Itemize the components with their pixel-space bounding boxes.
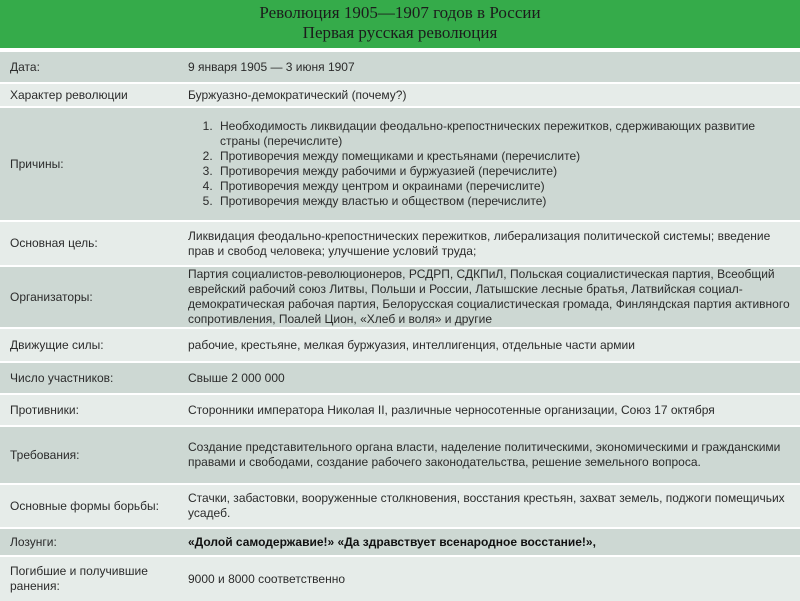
row-label: Характер революции bbox=[0, 83, 177, 107]
row-label: Организаторы: bbox=[0, 266, 177, 328]
row-forces bbox=[0, 328, 800, 362]
row-participants bbox=[0, 362, 800, 394]
list-item: 3. Противоречия между рабочими и буржуазией (перечислите) bbox=[216, 164, 792, 179]
row-label: Погибшие и получившие ранения: bbox=[0, 556, 177, 601]
row-opponents bbox=[0, 394, 800, 426]
page-title: Революция 1905—1907 годов в России bbox=[259, 3, 541, 22]
row-label: Число участников: bbox=[0, 362, 177, 394]
page-subtitle: Первая русская революция bbox=[302, 23, 498, 42]
row-demands bbox=[0, 426, 800, 484]
list-item: 4. Противоречия между центром и окраинами (перечислите) bbox=[216, 179, 792, 194]
row-value: Партия социалистов-революционеров, РСДРП, СДКПиЛ, Польская социалистическая партия, Всеобщий еврейский рабочий союз Литвы, Польши и России, Латышские лесные братья, Латвийская социал-демократическая рабочая партия, Белорусская социалистическая громада, Финляндская партия активного сопротивления, Поалей Цион, «Хлеб и воля» и другие bbox=[177, 266, 800, 328]
row-label: Основная цель: bbox=[0, 221, 177, 266]
row-casualties bbox=[0, 556, 800, 601]
row-slogans bbox=[0, 528, 800, 556]
row-organizers bbox=[0, 266, 800, 328]
row-label: Движущие силы: bbox=[0, 328, 177, 362]
row-value: «Долой самодержавие!» «Да здравствует всенародное восстание!», bbox=[177, 528, 800, 556]
row-value bbox=[177, 107, 800, 221]
row-causes bbox=[0, 107, 800, 221]
row-label: Основные формы борьбы: bbox=[0, 484, 177, 528]
revolution-table bbox=[0, 50, 800, 601]
row-label: Противники: bbox=[0, 394, 177, 426]
row-value: Ликвидация феодально-крепостнических пережитков, либерализация политической системы; введение прав и свобод человека; улучшение условий труда; bbox=[177, 221, 800, 266]
row-date bbox=[0, 51, 800, 83]
row-value: 9000 и 8000 соответственно bbox=[177, 556, 800, 601]
row-label: Требования: bbox=[0, 426, 177, 484]
causes-list bbox=[188, 119, 792, 209]
row-value: Свыше 2 000 000 bbox=[177, 362, 800, 394]
list-item: 1. Необходимость ликвидации феодально-крепостнических пережитков, сдерживающих развитие страны (перечислите) bbox=[216, 119, 792, 149]
list-item: 2. Противоречия между помещиками и крестьянами (перечислите) bbox=[216, 149, 792, 164]
row-value: Создание представительного органа власти, наделение политическими, экономическими и гражданскими правами и свободами, создание рабочего законодательства, решение земельного вопроса. bbox=[177, 426, 800, 484]
row-forms bbox=[0, 484, 800, 528]
row-label: Дата: bbox=[0, 51, 177, 83]
list-item: 5. Противоречия между властью и обществом (перечислите) bbox=[216, 194, 792, 209]
row-value: 9 января 1905 — 3 июня 1907 bbox=[177, 51, 800, 83]
row-character bbox=[0, 83, 800, 107]
row-value: Стачки, забастовки, вооруженные столкновения, восстания крестьян, захват земель, поджоги помещичьих усадеб. bbox=[177, 484, 800, 528]
row-label: Причины: bbox=[0, 107, 177, 221]
row-label: Лозунги: bbox=[0, 528, 177, 556]
row-goal bbox=[0, 221, 800, 266]
header bbox=[0, 0, 800, 48]
row-value: Буржуазно-демократический (почему?) bbox=[177, 83, 800, 107]
row-value: Сторонники императора Николая II, различные черносотенные организации, Союз 17 октября bbox=[177, 394, 800, 426]
row-value: рабочие, крестьяне, мелкая буржуазия, интеллигенция, отдельные части армии bbox=[177, 328, 800, 362]
